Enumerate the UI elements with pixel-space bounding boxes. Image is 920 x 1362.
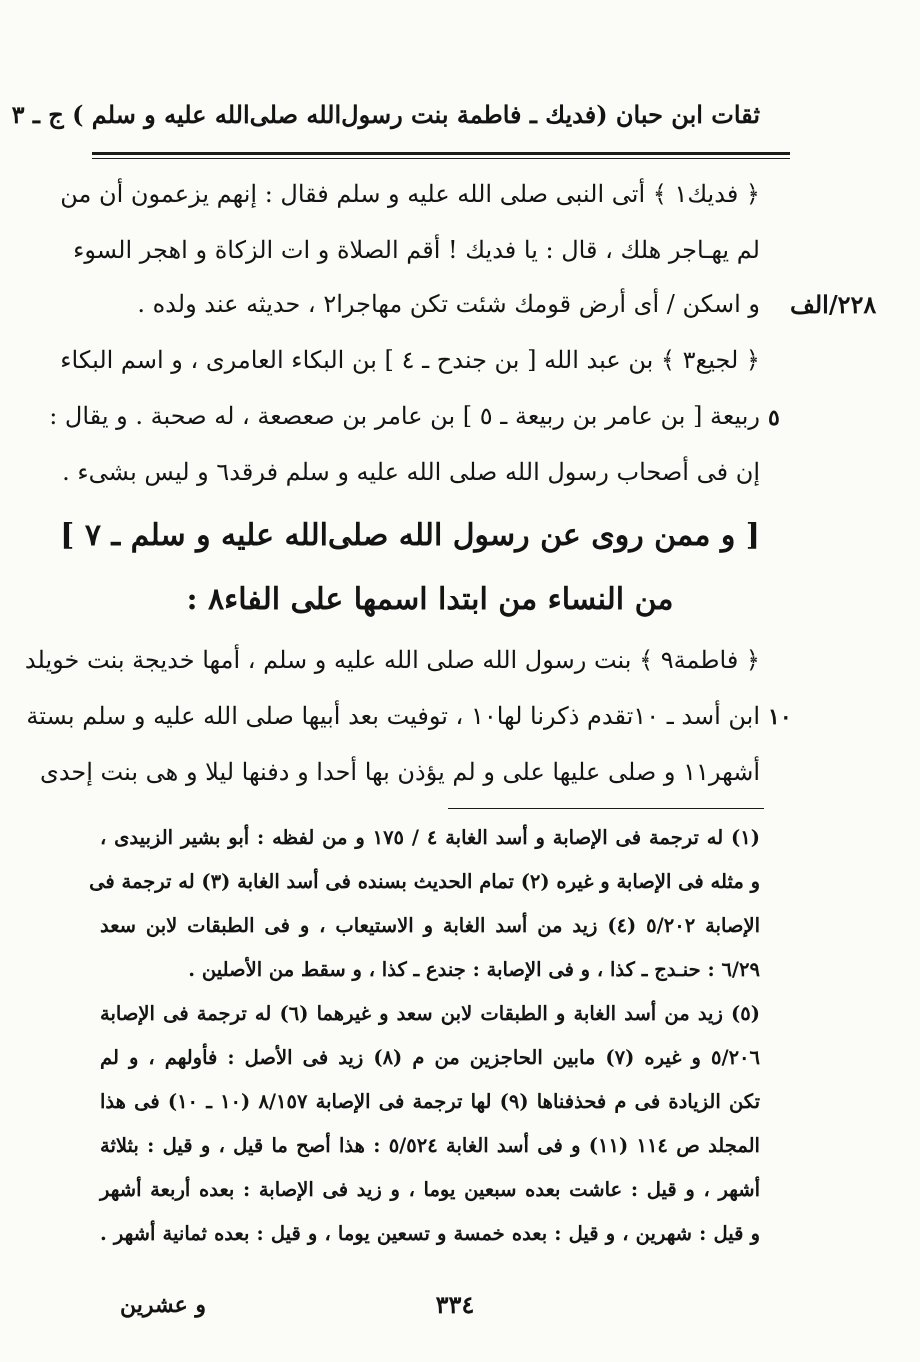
header-rule-thick [92,152,790,155]
text-line: أشهر١١ و صلى عليها على و لم يؤذن بها أحدا و دفنها ليلا و هى بنت إحدى [40,758,760,786]
text-line: ﴿ فديك١ ﴾ أتى النبى صلى الله عليه و سلم فقال : إنهم يزعمون أن من [60,180,760,208]
line-number-5: ٥ [768,405,780,431]
footnote-line: (١) له ترجمة فى الإصابة و أسد الغابة ٤ / ١٧٥ و من لفظه : أبو بشير الزبيدى ، [100,826,760,849]
footnote-line: ٥/٢٠٦ و غيره (٧) مابين الحاجزين من م (٨) زيد فى الأصل : فأولهم ، و لم [100,1046,760,1069]
footnote-line: و مثله فى الإصابة و غيره (٢) تمام الحديث بسنده فى أسد الغابة (٣) له ترجمة فى [89,870,760,893]
footnote-line: و قيل : شهرين ، و قيل : بعده خمسة و تسعين يوما ، و قيل : بعده ثمانية أشهر . [100,1222,760,1245]
text-line: ابن أسد ـ ١٠تقدم ذكرنا لها١٠ ، توفيت بعد أبيها صلى الله عليه و سلم بستة [26,702,760,730]
footnote-line: الإصابة ٥/٢٠٢ (٤) زيد من أسد الغابة و الاستيعاب ، و فى الطبقات لابن سعد [100,914,760,937]
text-line: و اسكن / أى أرض قومك شئت تكن مهاجرا٢ ، حديثه عند ولده . [137,290,760,318]
catchword: و عشرين [120,1292,207,1318]
header-rule-thin [92,158,790,159]
section-heading: [ و ممن روى عن رسول الله صلى‌الله عليه و سلم ـ ٧ ] [60,518,760,553]
footnote-line: (٥) زيد من أسد الغابة و الطبقات لابن سعد و غيرهما (٦) له ترجمة فى الإصابة [100,1002,760,1025]
text-line: ﴿ لجيع٣ ﴾ بن عبد الله [ بن جندح ـ ٤ ] بن البكاء العامرى ، و اسم البكاء [60,346,760,374]
footnote-line: أشهر ، و قيل : عاشت بعده سبعين يوما ، و زيد فى الإصابة : بعده أربعة أشهر [100,1178,760,1201]
line-number-10: ١٠ [768,704,792,730]
section-subheading: من النساء من ابتدا اسمها على الفاء٨ : [186,582,674,617]
footnote-rule [448,808,764,809]
text-line: ﴿ فاطمة٩ ﴾ بنت رسول الله صلى الله عليه و سلم ، أمها خديجة بنت خويلد [24,646,760,674]
text-line: لم يهـاجر هلك ، قال : يا فديك ! أقم الصلاة و ا‌ت الزكاة و اهجر السوء [73,236,760,264]
page-number: ٣٣٤ [435,1290,475,1319]
footnote-line: المجلد ص ١١٤ (١١) و فى أسد الغابة ٥/٥٢٤ : هذا أصح ما قيل ، و قيل : بثلاثة [100,1134,760,1157]
folio-marker: ٢٢٨/الف [790,290,877,319]
text-line: إن فى أصحاب رسول الله صلى الله عليه و سلم فرقد٦ و ليس بشىء . [62,458,760,486]
footnote-line: تكن الزيادة فى م فحذفناها (٩) لها ترجمة فى الإصابة ٨/١٥٧ (١٠ ـ ١٠) فى هذا [100,1090,760,1113]
footnote-line: ٦/٢٩ : حنـدج ـ كذا ، و فى الإصابة : جندع ـ كذا ، و سقط من الأصلين . [188,958,760,981]
text-line: ربيعة [ بن عامر بن ربيعة ـ ٥ ] بن عامر بن صعصعة ، له صحبة . و يقال : [49,402,760,430]
running-title: ثقات ابن حبان (فديك ـ فاطمة بنت رسول‌الله صلى‌الله عليه و سلم ) ج ـ ٣ [11,100,760,129]
